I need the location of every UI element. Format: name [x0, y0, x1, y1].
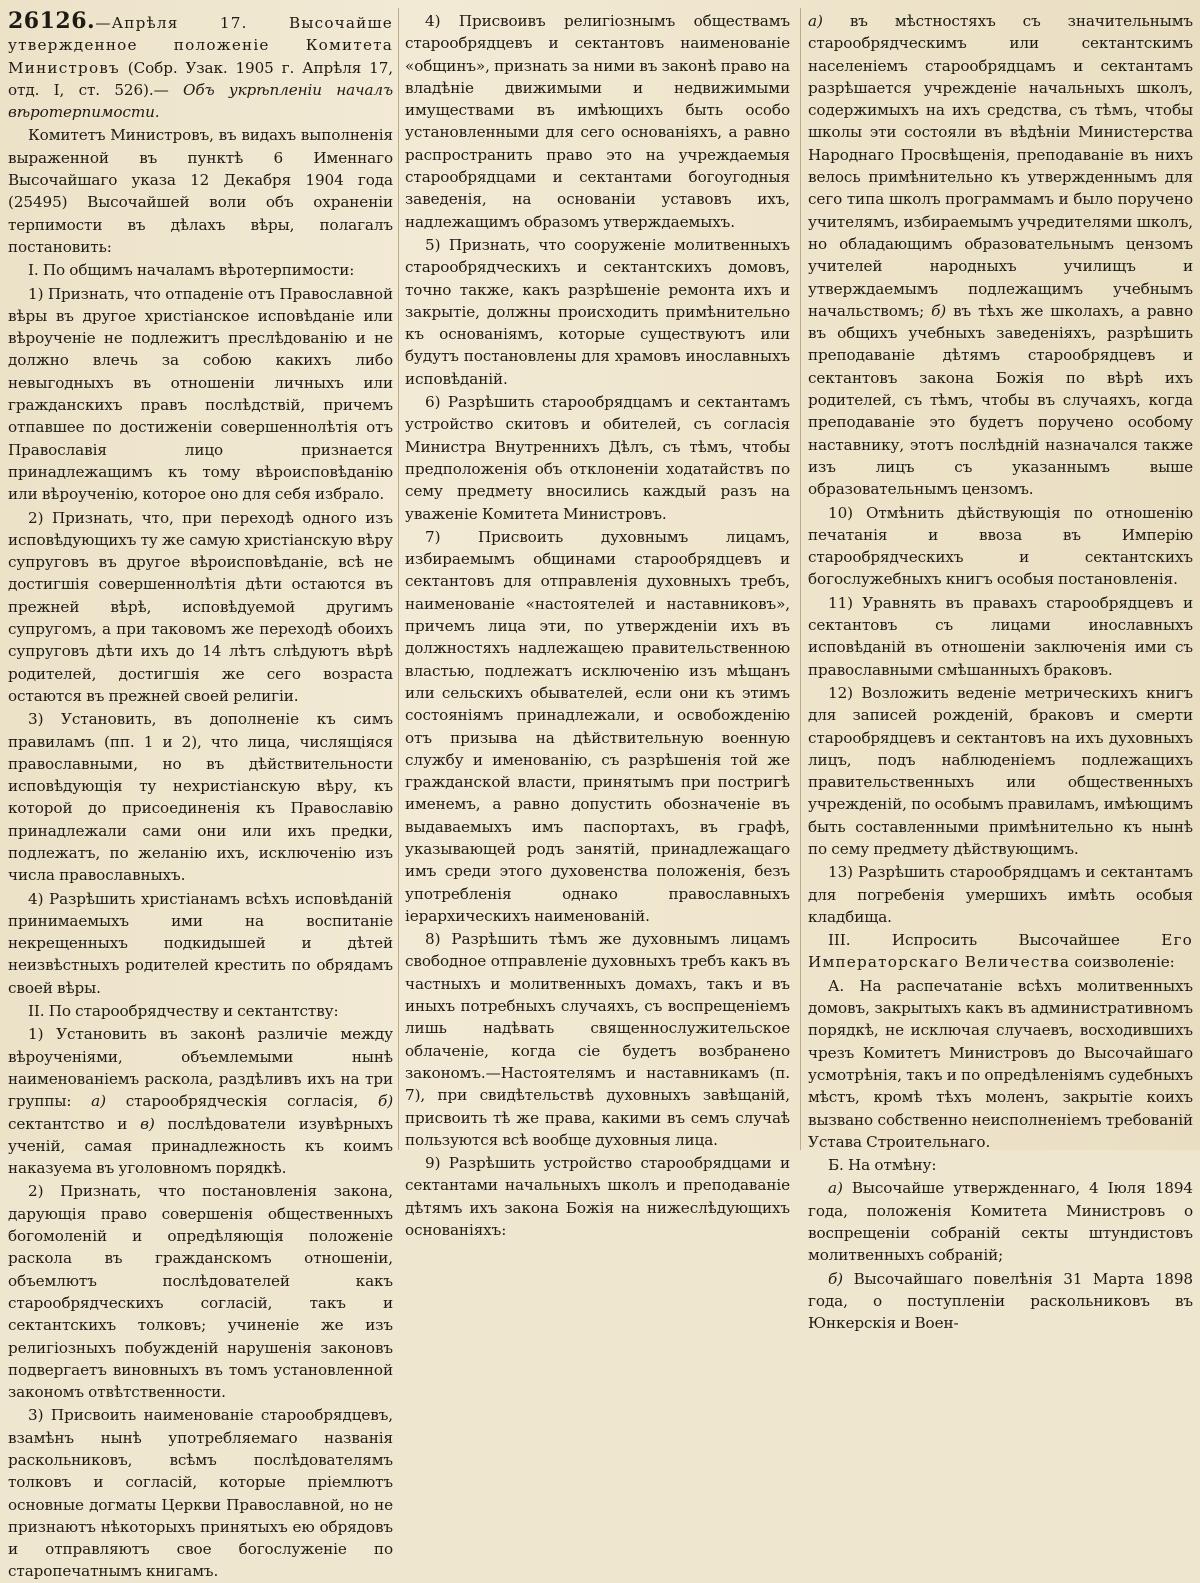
item-text: 1) Установить въ законѣ различiе между вѣроученiями, объемлемыми нынѣ наименованiемъ раскола, раздѣливъ ихъ на три группы:	[8, 1025, 393, 1111]
list-marker: в)	[140, 1114, 155, 1133]
list-marker: б)	[931, 301, 947, 320]
section-2-item-9	[405, 1152, 790, 1241]
section-1-item: 4) Разрѣшить христiанамъ всѣхъ исповѣданiй принимаемыхъ ими на воспитанiе некрещенныхъ подкидышей и дѣтей неизвѣстныхъ родителей крестить по обрядамъ своей вѣры.	[8, 889, 393, 997]
item-text: старообрядческiя согласiя,	[125, 1092, 359, 1111]
list-marker: а)	[808, 12, 823, 30]
section-1-item: 2) Признать, что, при переходѣ одного изъ исповѣдующихъ ту же самую христiанскую вѣру супруговъ въ другое вѣроисповѣданiе, всѣ не достигшiя совершеннолѣтiя дѣти остаются въ прежней вѣрѣ, исповѣдуемой другимъ супругомъ, а при таковомъ же переходѣ обоихъ супруговъ дѣти ихъ до 14 лѣтъ слѣдуютъ вѣрѣ родителей, достигшiя же сего возраста остаются въ прежней своей религiи.	[8, 508, 393, 705]
column-middle	[405, 10, 790, 1240]
section-3-title-a: III. Испросить Высочайшее	[828, 931, 1120, 950]
item-text: въ мѣстностяхъ съ значительнымъ старообрядческимъ или сектантскимъ населенiемъ старообрядцамъ и сектантамъ разрѣшается учрежденiе начальныхъ школъ, содержимыхъ на ихъ средства, съ тѣмъ, чтобы школы эти состояли въ вѣдѣнiи Министерства Народнаго Просвѣщенiя, преподаванiе въ нихъ велось примѣнительно къ утвержденнымъ для сего типа школъ программамъ и было поручено учителямъ, избираемымъ учредителями школъ, но обладающимъ образовательнымъ цензомъ учителей народныхъ училищъ и утверждаемымъ подлежащимъ учебнымъ начальствомъ;	[808, 12, 1193, 320]
column-right	[808, 10, 1194, 1333]
list-marker: а)	[91, 1092, 106, 1111]
item-text: Высочайше утвержденнаго, 4 Iюля 1894 года, положенiя Комитета Министровъ о воспрещенiи собранiй секты штундистовъ молитвенныхъ собранiй;	[808, 1179, 1193, 1265]
item-text: Высочайшаго повелѣнiя 31 Марта 1898 года, о поступленiи раскольниковъ въ Юнкерскiя и Воен-	[808, 1269, 1193, 1333]
section-3-A: А. На распечатанiе всѣхъ молитвенныхъ домовъ, закрытыхъ какъ въ административномъ порядкѣ, не исключая случаевъ, восходившихъ чрезъ Комитетъ Министровъ до Высочайшаго усмотрѣнiя, такъ и по опредѣленiямъ судебныхъ мѣстъ, кромѣ тѣхъ моленъ, закрытiе коихъ вызвано собственно неисполненiемъ требованiй Устава Строительнаго.	[808, 976, 1193, 1151]
section-2-item: 12) Возложить веденiе метрическихъ книгъ для записей рожденiй, браковъ и смерти старообрядцевъ и сектантовъ на ихъ духовныхъ лицъ, подъ наблюденiемъ подлежащихъ правительственныхъ или общественныхъ учрежденiй, по особымъ правиламъ, имѣющимъ быть составленными примѣнительно къ нынѣ по сему предмету дѣйствующимъ.	[808, 683, 1193, 858]
law-date-heading: —Апрѣля 17. Высочайше утвержденное положенiе Комитета Министровъ	[8, 14, 393, 77]
list-marker: б)	[828, 1269, 843, 1288]
section-2-item: 6) Разрѣшить старообрядцамъ и сектантамъ устройство скитовъ и обителей, съ согласiя Министра Внутреннихъ Дѣлъ, съ тѣмъ, чтобы предположенiя объ отклоненiи ходатайствъ по сему предмету вносились каждый разъ на уваженiе Комитета Министровъ.	[405, 393, 790, 523]
section-3-B-title: Б. На отмѣну:	[828, 1156, 937, 1175]
section-3-title-c: соизволенiе:	[1074, 953, 1175, 972]
item-text: въ тѣхъ же школахъ, а равно въ общихъ учебныхъ заведенiяхъ, разрѣшить преподаванiе дѣтямъ старообрядцевъ и сектантовъ закона Божiя по вѣрѣ ихъ родителей, съ тѣмъ, чтобы въ случаяхъ, когда преподаванiе это будетъ поручено особому наставнику, этотъ послѣднiй назначался также изъ лицъ съ указаннымъ выше образовательнымъ цензомъ.	[808, 301, 1193, 499]
intro-paragraph: Комитетъ Министровъ, въ видахъ выполненiя выраженной въ пунктѣ 6 Именнаго Высочайшаго указа 12 Декабря 1904 года (25495) Высочайшей воли объ охраненiи терпимости въ дѣлахъ вѣры, полагалъ постановить:	[8, 126, 393, 256]
law-subtitle: Объ укрѣпленiи началъ вѣротерпимости.	[8, 80, 394, 122]
section-2-item: 8) Разрѣшить тѣмъ же духовнымъ лицамъ свободное отправленiе духовныхъ требъ какъ въ частныхъ и молитвенныхъ домахъ, такъ и въ иныхъ потребныхъ случаяхъ, съ воспрещенiемъ лишь надѣвать священнослужительское облаченiе, когда сiе будетъ возбранено закономъ.—Настоятелямъ и наставникамъ (п. 7), при свидѣтельствѣ духовныхъ завѣщанiй, присвоить тѣ же права, какими въ семъ случаѣ пользуются всѣ вообще духовныя лица.	[405, 930, 790, 1149]
section-2-item: 11) Уравнять въ правахъ старообрядцевъ и сектантовъ съ лицами инославныхъ исповѣданiй въ отношенiи заключенiя ими съ православными смѣшанныхъ браковъ.	[808, 593, 1193, 679]
section-2-item: 7) Присвоить духовнымъ лицамъ, избираемымъ общинами старообрядцевъ и сектантовъ для отправленiя духовныхъ требъ, наименованiе «настоятелей и наставниковъ», причемъ лица эти, по утвержденiи ихъ въ должностяхъ надлежащею правительственною властью, подлежатъ исключенiю изъ мѣщанъ или сельскихъ обывателей, если они къ этимъ состоянiямъ принадлежали, и освобожденiю отъ призыва на дѣйствительную военную службу и именованiю, съ разрѣшенiя той же гражданской власти, принятымъ при постригѣ именемъ, а равно допустить обозначенiе въ выдаваемыхъ имъ паспортахъ, въ графѣ, указывающей родъ занятiй, принадлежащаго имъ среди этого духовенства положенiя, безъ употребленiя однако православныхъ iерархическихъ наименованiй.	[405, 527, 790, 925]
section-3-B-b	[808, 1268, 1193, 1335]
section-3-title-b: Его Императорскаго Величества	[808, 931, 1194, 972]
law-source-ref: (Собр. Узак. 1905 г. Апрѣля 17, отд. I, ст. 526).—	[8, 58, 393, 99]
section-1-title: I. По общимъ началамъ вѣротерпимости:	[28, 261, 355, 280]
section-3-B-a	[808, 1177, 1193, 1266]
law-number: 26126.	[8, 8, 96, 34]
section-2-item: 10) Отмѣнить дѣйствующiя по отношенiю печатанiя и ввоза въ Имперiю старообрядческихъ и сектантскихъ богослужебныхъ книгъ особыя постановленiя.	[808, 503, 1193, 589]
item-text: послѣдователи изувѣрныхъ ученiй, самая принадлежность къ коимъ наказуема въ уголовномъ порядкѣ.	[8, 1114, 393, 1178]
section-1-item: 3) Установить, въ дополненiе къ симъ правиламъ (пп. 1 и 2), что лица, числящiяся православными, но въ дѣйствительности исповѣдующiя ту нехристiанскую вѣру, къ которой до присоединенiя къ Православiю принадлежали сами они или ихъ предки, подлежатъ, по желанiю ихъ, исключенiю изъ числа православныхъ.	[8, 710, 393, 885]
section-2-item: 5) Признать, что сооруженiе молитвенныхъ старообрядческихъ и сектантскихъ домовъ, точно также, какъ разрѣшенiе ремонта ихъ и закрытiе, должны происходить примѣнительно къ основанiямъ, которые существуютъ или будутъ постановлены для храмовъ инославныхъ исповѣданiй.	[405, 235, 790, 388]
section-2-item: 2) Признать, что постановленiя закона, дарующiя право совершенiя общественныхъ богомоленiй и опредѣляющiя положенiе раскола въ гражданскомъ отношенiи, объемлютъ послѣдователей какъ старообрядческихъ согласiй, такъ и сектантскихъ толковъ; учиненiе же изъ религiозныхъ побужденiй нарушенiя законовъ подвергаетъ виновныхъ въ томъ установленной закономъ отвѣтственности.	[8, 1182, 393, 1402]
law-heading	[8, 10, 393, 123]
item-text: сектантство и	[8, 1114, 128, 1133]
section-2-item-9-continued	[808, 10, 1193, 501]
list-marker: б)	[378, 1092, 394, 1111]
section-2-item-1	[8, 1023, 393, 1179]
column-left	[8, 8, 394, 1581]
column-rule-right	[800, 8, 801, 1150]
section-2-item: 13) Разрѣшить старообрядцамъ и сектантамъ для погребенiя умершихъ имѣть особыя кладбища.	[808, 863, 1193, 926]
section-2-title: II. По старообрядчеству и сектантству:	[28, 1002, 339, 1021]
section-1-item: 1) Признать, что отпаденiе отъ Православной вѣры въ другое христiанское исповѣданiе или вѣроученiе не подлежитъ преслѣдованiю и не должно влечь за собою какихъ либо невыгодныхъ въ отношенiи личныхъ или гражданскихъ правъ послѣдствiй, причемъ отпавшее по достиженiи совершеннолѣтiя отъ Православiя лицо признается принадлежащимъ къ тому вѣроисповѣданiю или вѣроученiю, которое оно для себя избрало.	[8, 284, 393, 504]
list-marker: а)	[828, 1179, 843, 1198]
section-3-title	[808, 929, 1193, 974]
item-text: 9) Разрѣшить устройство старообрядцами и сектантами начальныхъ школъ и преподаванiе дѣтямъ ихъ закона Божiя на нижеслѣдующихъ основанiяхъ:	[405, 1154, 790, 1240]
section-2-item: 3) Присвоить наименованiе старообрядцевъ, взамѣнъ нынѣ употребляемаго названiя раскольниковъ, всѣмъ послѣдователямъ толковъ и согласiй, которые прiемлютъ основные догматы Церкви Православной, но не признаютъ нѣкоторыхъ принятыхъ ею обрядовъ и отправляютъ свое богослуженiе по старопечатнымъ книгамъ.	[8, 1406, 393, 1581]
column-rule-left	[398, 8, 399, 1150]
section-2-item: 4) Присвоивъ религiознымъ обществамъ старообрядцевъ и сектантовъ наименованiе «общинъ», признать за ними въ законѣ право на владѣнiе движимыми и недвижимыми имуществами въ имѣющихъ быть особо установленными для сего основанiяхъ, а равно распространить право это на учреждаемыя старообрядцами и сектантами богоугодныя заведенiя, на основанiи уставовъ ихъ, надлежащимъ образомъ утверждаемыхъ.	[405, 12, 790, 231]
